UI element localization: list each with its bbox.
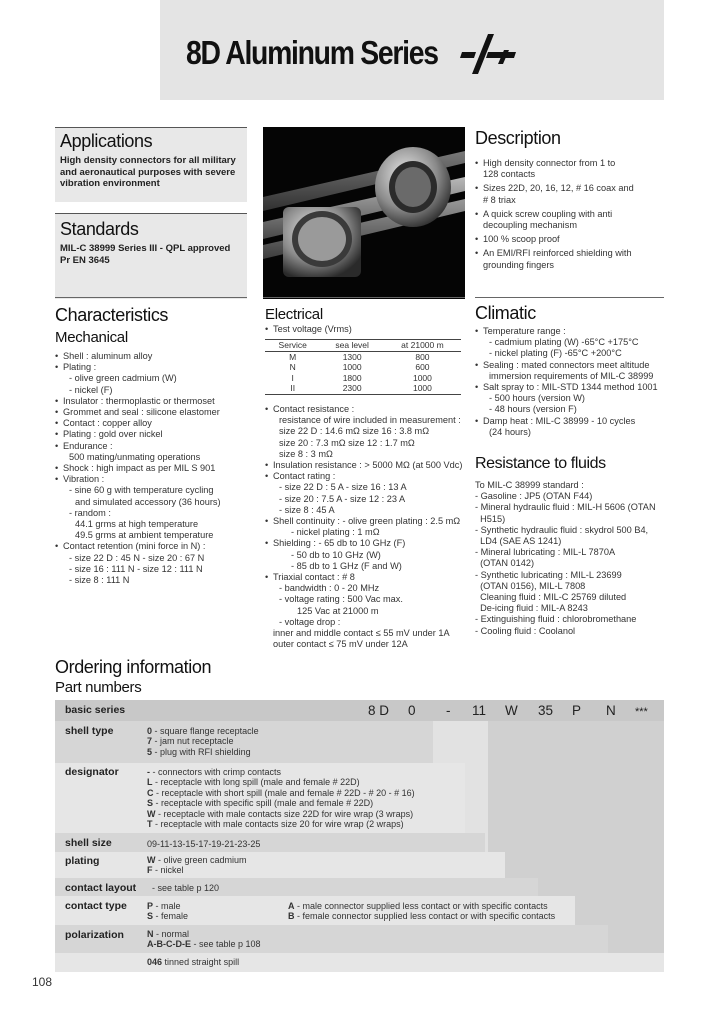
designator-options (147, 767, 415, 829)
option-code: F (147, 865, 153, 876)
list-item: - size 16 : 111 N - size 12 : 111 N (69, 563, 203, 574)
list-item: • Plating : gold over nickel (55, 429, 221, 440)
table-cell: 1000 (384, 383, 461, 394)
list-item: 49.5 grms at ambient temperature (75, 530, 214, 541)
code-plating: W (505, 703, 518, 718)
list-item: - nickel plating : 1 mΩ (291, 527, 380, 538)
designator-option (147, 819, 415, 829)
contact-layout-value: - see table p 120 (152, 883, 220, 893)
list-item: immersion requirements of MIL-C 38999 (489, 370, 654, 381)
fluid-line: LD4 (SAE AS 1241) (475, 536, 562, 547)
fluid-line: H515) (475, 513, 506, 524)
description-text: An EMI/RFI reinforced shielding with (483, 248, 632, 259)
option-text: - receptacle with male contacts size 22D for wire wrap (3 wraps) (155, 808, 414, 819)
electrical-list (265, 404, 462, 650)
list-item: • Shell continuity : - olive green plating : 2.5 mΩ (265, 516, 462, 527)
list-item: • Salt spray to : MIL-STD 1344 method 1001 (475, 382, 658, 393)
option-code: 5 (147, 746, 153, 757)
standards-text (60, 243, 230, 266)
voltage-table-header (265, 340, 461, 352)
designator-option (147, 809, 415, 819)
fluid-line: - Mineral lubricating : MIL-L 7870A (475, 547, 616, 558)
page-title: 8D Aluminum Series (186, 34, 438, 71)
mechanical-heading: Mechanical (55, 329, 128, 346)
designator-option (147, 767, 415, 777)
list-item: • Shock : high impact as per MIL S 901 (55, 463, 221, 474)
shell-size-row (55, 833, 485, 852)
list-item: - 85 db to 1 GHz (F and W) (291, 560, 402, 571)
shell-type-options (147, 726, 259, 757)
option-code: 046 (147, 957, 163, 967)
list-item: - nickel plating (F) -65°C +200°C (489, 348, 622, 359)
list-item: and simulated accessory (36 hours) (75, 496, 221, 507)
option-code: A-B-C-D-E (147, 939, 191, 950)
option-code: C (147, 787, 154, 798)
list-item: • Endurance : (55, 441, 221, 452)
table-row (265, 362, 461, 373)
standards-heading: Standards (60, 219, 139, 239)
fluid-line: - Synthetic lubricating : MIL-L 23699 (475, 569, 622, 580)
list-item: - nickel (F) (69, 384, 113, 395)
option-text: - receptacle with long spill (male and female # 22D) (152, 777, 360, 788)
option-text: - square flange receptacle (154, 726, 259, 736)
voltage-table (265, 339, 461, 395)
applications-line: High density connectors for all military (60, 155, 236, 166)
option-text: - female (155, 911, 189, 922)
test-voltage-line (265, 324, 352, 335)
list-item: - sine 60 g with temperature cycling (69, 485, 214, 496)
fluid-line: - Mineral hydraulic fluid : MIL-H 5606 (OTAN (475, 502, 656, 513)
page-number: 108 (32, 975, 53, 989)
applications-line: vibration environment (60, 178, 160, 189)
description-text: High density connector from 1 to (483, 158, 616, 168)
table-cell: 1000 (342, 362, 362, 373)
list-item: - olive green cadmium (W) (69, 373, 177, 384)
list-item: - random : (69, 507, 111, 518)
list-item: • Sealing : mated connectors meet altitude (475, 360, 658, 371)
list-item: outer contact ≤ 75 mV under 12A (273, 639, 408, 650)
contact-type-options (147, 901, 188, 922)
applications-heading: Applications (60, 131, 153, 151)
fluid-line: - Extinguishing fluid : chlorobromethane (475, 614, 637, 625)
list-item: • Insulation resistance : > 5000 MΩ (at 500 Vdc) (265, 460, 462, 471)
standards-line: Pr EN 3645 (60, 254, 110, 266)
contact-layout-label: contact layout (65, 882, 137, 894)
table-cell: 1000 (412, 372, 432, 383)
special-option (147, 957, 239, 967)
list-item: • Contact rating : (265, 471, 462, 482)
list-item: - voltage drop : (279, 616, 341, 627)
list-item: • Temperature range : (475, 326, 658, 337)
fluids-list (475, 480, 656, 637)
basic-series-label: basic series (65, 704, 126, 716)
fluid-line: De-icing fluid : MIL-A 8243 (475, 603, 588, 614)
option-code: S (147, 798, 154, 809)
list-item: (24 hours) (489, 426, 531, 437)
list-item: - size 20 : 7.5 A - size 12 : 23 A (279, 493, 406, 504)
applications-line: and aeronautical purposes with severe (60, 166, 236, 178)
code-contact-layout: 35 (538, 703, 554, 718)
plating-label: plating (65, 855, 100, 867)
description-item (475, 183, 634, 205)
contact-type-label: contact type (65, 900, 127, 912)
list-item: • Contact resistance : (265, 404, 462, 415)
polarization-row (55, 925, 608, 953)
fluid-line: To MIL-C 38999 standard : (475, 480, 584, 490)
test-voltage-label: • Test voltage (Vrms) (265, 324, 352, 335)
plating-row (55, 852, 505, 878)
list-item: • Damp heat : MIL-C 38999 - 10 cycles (475, 416, 658, 427)
list-item: • Triaxial contact : # 8 (265, 572, 462, 583)
table-cell: 800 (415, 351, 430, 362)
list-item: • Contact : copper alloy (55, 418, 221, 429)
electrical-heading: Electrical (265, 306, 323, 323)
list-item: - cadmium plating (W) -65°C +175°C (489, 337, 639, 348)
description-text: 100 % scoop proof (483, 234, 560, 245)
part-numbers-heading: Part numbers (55, 679, 142, 696)
plating-options (147, 855, 247, 876)
table-cell: N (289, 362, 296, 373)
option-code: - (147, 767, 150, 777)
option-code: S (147, 911, 154, 922)
option-text: - jam nut receptacle (154, 736, 234, 747)
list-item: resistance of wire included in measurement : (279, 415, 461, 426)
shell-size-label: shell size (65, 837, 112, 849)
option-code: 7 (147, 736, 153, 747)
table-cell: I (291, 372, 294, 383)
description-item (475, 234, 634, 245)
table-cell: 600 (415, 362, 430, 373)
list-item: • Shell : aluminum alloy (55, 351, 221, 362)
list-item: size 22 D : 14.6 mΩ size 16 : 3.8 mΩ (279, 426, 430, 437)
list-item: - size 22 D : 45 N - size 20 : 67 N (69, 552, 205, 563)
list-item: • Insulator : thermoplastic or thermoset (55, 396, 221, 407)
connector-photo (263, 127, 465, 299)
option-code: 0 (147, 726, 153, 736)
code-special: *** (635, 706, 648, 718)
list-item: - 500 hours (version W) (489, 393, 585, 404)
list-item: inner and middle contact ≤ 55 mV under 1A (273, 628, 450, 639)
option-text: - receptacle with specific spill (male and female # 22D) (153, 798, 374, 809)
option-code: W (147, 808, 156, 819)
fluids-heading: Resistance to fluids (475, 455, 606, 472)
option-text: - receptacle with male contacts size 20 for wire wrap (2 wraps) (152, 819, 404, 830)
list-item: - 48 hours (version F) (489, 404, 577, 415)
description-list (475, 158, 634, 271)
description-heading: Description (475, 128, 561, 148)
option-text: - olive green cadmium (158, 855, 247, 865)
option-text: - male connector supplied less contact or with specific contacts (297, 901, 548, 911)
code-contact-type: P (572, 703, 582, 718)
applications-box (55, 127, 247, 202)
list-item: - size 8 : 111 N (69, 575, 130, 586)
shell-type-label: shell type (65, 725, 114, 737)
fluid-line: - Synthetic hydraulic fluid : skydrol 500 B4, (475, 524, 649, 535)
description-text: grounding fingers (483, 259, 554, 270)
option-text: - normal (156, 929, 190, 939)
contact-type-extra (288, 901, 555, 922)
option-text: - receptacle with short spill (male and female # 22D - # 20 - # 16) (153, 787, 415, 798)
list-item: 44.1 grms at high temperature (75, 519, 199, 530)
table-cell: M (289, 351, 297, 362)
designator-label: designator (65, 766, 119, 778)
list-item: - size 8 : 45 A (279, 504, 335, 515)
option-code: L (147, 777, 153, 788)
table-header-cell: Service (265, 340, 320, 352)
option-text: - plug with RFI shielding (154, 746, 251, 757)
list-item: • Plating : (55, 362, 221, 373)
ordering-heading: Ordering information (55, 657, 212, 677)
table-cell: 1300 (342, 351, 362, 362)
list-item: • Vibration : (55, 474, 221, 485)
list-item: size 20 : 7.3 mΩ size 12 : 1.7 mΩ (279, 437, 415, 448)
description-item (475, 248, 634, 270)
description-item (475, 209, 634, 231)
description-text: Sizes 22D, 20, 16, 12, # 16 coax and (483, 183, 634, 194)
mechanical-list (55, 351, 221, 586)
code-shell-type: 0 (408, 703, 416, 718)
code-series: 8 D (368, 703, 390, 718)
list-item: 125 Vac at 21000 m (297, 605, 379, 616)
series-logo-icon (454, 30, 526, 78)
designator-option (147, 788, 415, 798)
description-text: decoupling mechanism (483, 220, 577, 231)
description-text: # 8 triax (483, 194, 516, 205)
option-text: - female connector supplied less contact or with specific contacts (297, 911, 556, 922)
table-row (265, 373, 461, 384)
table-header-cell: sea level (320, 340, 383, 352)
standards-line: MIL-C 38999 Series III - QPL approved (60, 243, 231, 254)
description-item (475, 158, 634, 180)
fluid-line: - Cooling fluid : Coolanol (475, 625, 576, 636)
list-item: - 50 db to 10 GHz (W) (291, 549, 381, 560)
fluid-line: (OTAN 0142) (475, 558, 535, 569)
fluid-line: - Gasoline : JP5 (OTAN F44) (475, 491, 593, 502)
option-text: - connectors with crimp contacts (150, 767, 282, 777)
description-text: 128 contacts (483, 169, 536, 180)
table-row (265, 351, 461, 362)
list-item: size 8 : 3 mΩ (279, 448, 333, 459)
option-code: W (147, 855, 156, 865)
standards-box (55, 213, 247, 299)
code-shell-size: 11 (472, 703, 487, 718)
section-rule (475, 297, 664, 298)
option-text: - male (155, 901, 181, 911)
table-cell: 2300 (320, 383, 383, 394)
code-designator: - (446, 703, 451, 718)
designator-option (147, 798, 415, 808)
shell-size-value: 09-11-13-15-17-19-21-23-25 (147, 839, 261, 849)
table-cell: 1800 (342, 372, 362, 383)
option-code: A (288, 901, 295, 911)
polarization-label: polarization (65, 929, 124, 941)
climatic-list (475, 326, 658, 438)
applications-text (60, 155, 236, 190)
fluid-line: Cleaning fluid : MIL-C 25769 diluted (475, 592, 627, 603)
section-rule (263, 297, 465, 298)
option-text: tinned straight spill (164, 957, 240, 967)
fluid-line: (OTAN 0156), MIL-L 7808 (475, 580, 586, 591)
characteristics-heading: Characteristics (55, 305, 169, 325)
section-rule (55, 297, 247, 298)
climatic-heading: Climatic (475, 303, 536, 323)
designator-option (147, 777, 415, 787)
description-text: A quick screw coupling with anti (483, 208, 613, 219)
list-item: - voltage rating : 500 Vac max. (279, 594, 403, 605)
table-header-cell: at 21000 m (384, 340, 461, 352)
table-row (265, 383, 461, 394)
list-item: - size 22 D : 5 A - size 16 : 13 A (279, 482, 407, 493)
option-code: P (147, 901, 154, 911)
option-text: - nickel (155, 865, 184, 876)
option-code: N (147, 929, 154, 939)
table-cell: II (265, 383, 320, 394)
option-code: B (288, 911, 295, 922)
list-item: - bandwidth : 0 - 20 MHz (279, 583, 380, 594)
code-polarization: N (606, 703, 616, 718)
option-code: T (147, 819, 153, 830)
ordering-table (55, 700, 664, 972)
polarization-options (147, 929, 261, 950)
option-text: - see table p 108 (193, 939, 261, 950)
list-item: • Grommet and seal : silicone elastomer (55, 407, 221, 418)
list-item: 500 mating/unmating operations (69, 451, 201, 462)
list-item: • Shielding : - 65 db to 10 GHz (F) (265, 538, 462, 549)
list-item: • Contact retention (mini force in N) : (55, 541, 221, 552)
connector-image (263, 127, 465, 299)
